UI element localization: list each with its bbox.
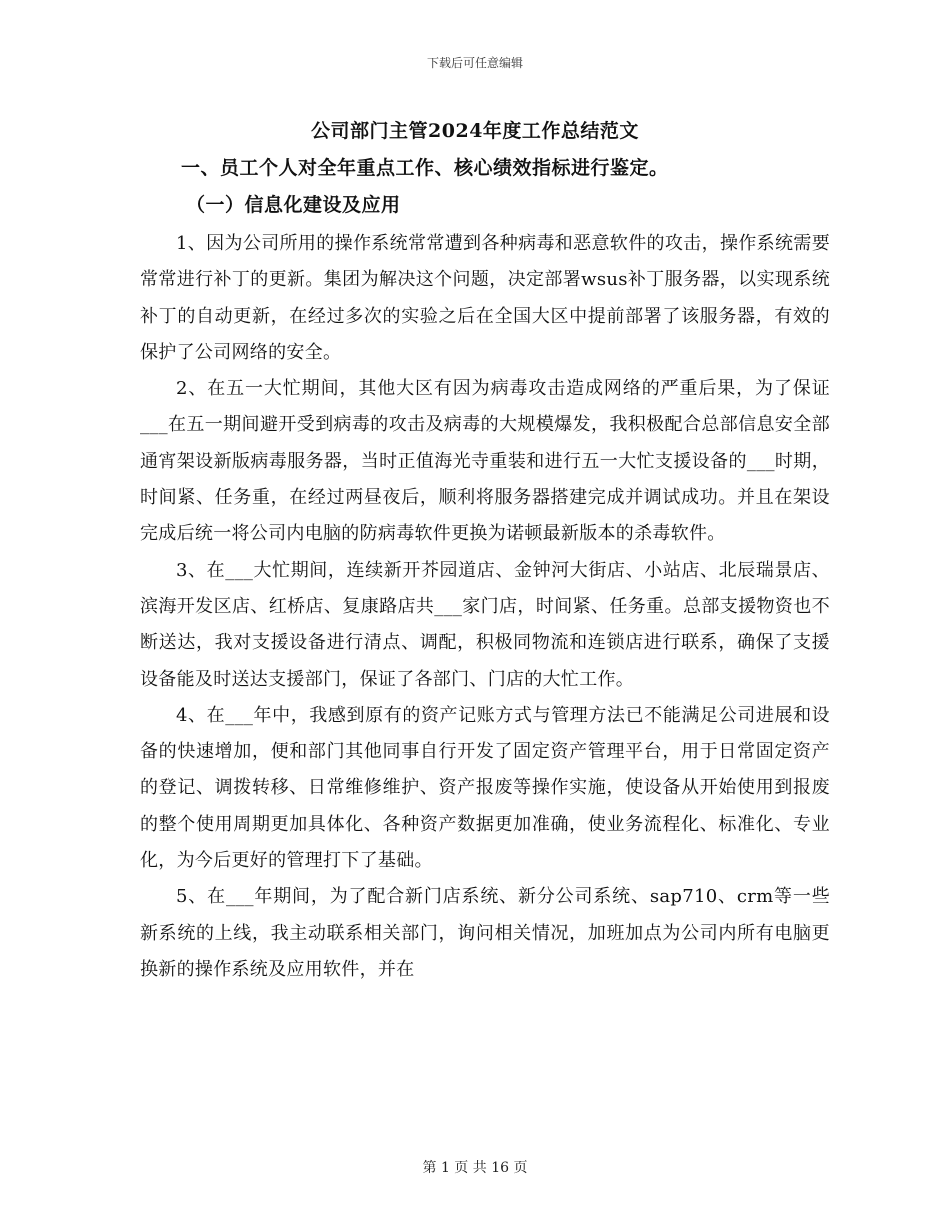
header-note: 下载后可任意编辑 xyxy=(426,56,523,70)
body-text xyxy=(140,226,830,988)
paragraph-3: 3、在___大忙期间，连续新开芥园道店、金钟河大街店、小站店、北辰瑞景店、滨海开发区店、红桥店、复康路店共___家门店，时间紧、任务重。总部支援物资也不断送达，我对支援设备进行清点、调配，积极同物流和连锁店进行联系，确保了支援设备能及时送达支援部门，保证了各部门、门店的大忙工作。 xyxy=(140,559,830,690)
section-heading: 一、员工个人对全年重点工作、核心绩效指标进行鉴定。 xyxy=(181,157,669,179)
paragraph-5: 5、在___年期间，为了配合新门店系统、新分公司系统、sap710、crm等一些新系统的上线，我主动联系相关部门，询问相关情况，加班加点为公司内所有电脑更换新的操作系统及应用软件，并在 xyxy=(140,886,830,980)
page-number-footer: 第 1 页 共 16 页 xyxy=(422,1160,528,1176)
subsection-heading: （一）信息化建设及应用 xyxy=(186,194,401,216)
document-title: 公司部门主管2024年度工作总结范文 xyxy=(311,120,639,142)
paragraph-4: 4、在___年中，我感到原有的资产记账方式与管理方法已不能满足公司进展和设备的快速增加，便和部门其他同事自行开发了固定资产管理平台，用于日常固定资产的登记、调拨转移、日常维修维护、资产报废等操作实施，使设备从开始使用到报废的整个使用周期更加具体化、各种资产数据更加准确，使业务流程化、标准化、专业化，为今后更好的管理打下了基础。 xyxy=(140,704,830,872)
paragraph-1: 1、因为公司所用的操作系统常常遭到各种病毒和恶意软件的攻击，操作系统需要常常进行补丁的更新。集团为解决这个问题，决定部署wsus补丁服务器，以实现系统补丁的自动更新，在经过多次的实验之后在全国大区中提前部署了该服务器，有效的保护了公司网络的安全。 xyxy=(140,233,830,363)
paragraph-2: 2、在五一大忙期间，其他大区有因为病毒攻击造成网络的严重后果，为了保证___在五一期间避开受到病毒的攻击及病毒的大规模爆发，我积极配合总部信息安全部通宵架设新版病毒服务器，当时正值海光寺重装和进行五一大忙支援设备的___时期，时间紧、任务重，在经过两昼夜后，顺利将服务器搭建完成并调试成功。并且在架设完成后统一将公司内电脑的防病毒软件更换为诺顿最新版本的杀毒软件。 xyxy=(140,378,830,545)
